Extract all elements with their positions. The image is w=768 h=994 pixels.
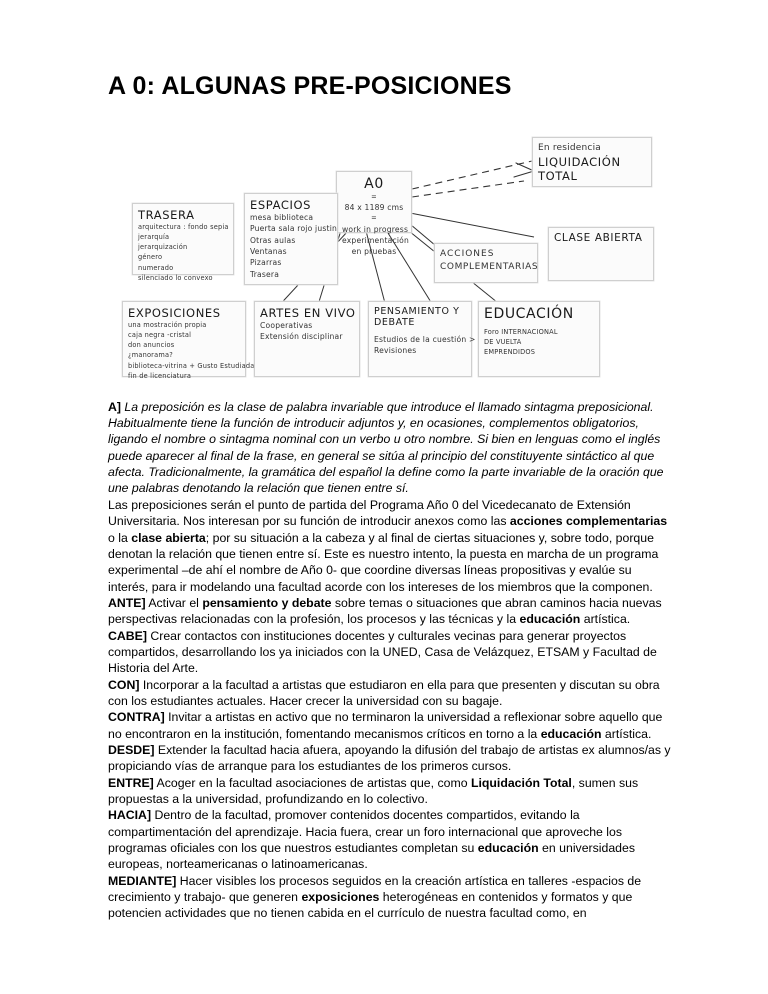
note-espacios [244, 193, 338, 285]
note-trasera-line-2: jerarquización [138, 243, 188, 252]
note-exposiciones-title: EXPOSICIONES [128, 305, 221, 320]
paragraph-ante: ANTE] Activar el pensamiento y debate sobre temas o situaciones que abran caminos hacia nuevas perspectivas relacionadas con la profesión, los procesos y las técnicas y la educación artística. [108, 595, 662, 627]
note-exposiciones-line-2: don anuncios [128, 341, 175, 350]
note-trasera-line-5: silenciado lo convexo [138, 273, 213, 282]
note-artes-line-1: Extensión disciplinar [260, 332, 343, 342]
note-trasera-line-0: arquitectura : fondo sepia [138, 222, 229, 231]
note-exposiciones-line-0: una mostración propia [128, 320, 207, 329]
note-clase-abierta [548, 227, 654, 281]
note-trasera-line-4: numerado [138, 263, 174, 272]
note-residencia-title: En residencia [538, 142, 601, 153]
note-a0-line-0: = [371, 192, 377, 201]
note-exposiciones-line-3: ¿manorama? [128, 351, 173, 360]
note-acciones-line-0: COMPLEMENTARIAS [440, 262, 539, 273]
note-exposiciones-line-1: caja negra -cristal [128, 330, 192, 339]
note-educacion-title: EDUCACIÓN [484, 305, 574, 322]
note-artes-en-vivo [254, 301, 360, 377]
document-body [108, 399, 672, 922]
note-trasera-line-1: jerarquía [138, 232, 170, 241]
note-pensamiento-line-1: Revisiones [374, 346, 417, 356]
note-residencia [532, 137, 652, 187]
paragraph-entre: ENTRE] Acoger en la facultad asociaciones de artistas que, como Liquidación Total, sumen sus propuestas a la universidad, profundizando en lo colectivo. [108, 775, 639, 806]
paragraph-hacia: HACIA] Dentro de la facultad, promover contenidos docentes compartidos, evitando la compartimentación del aprendizaje. Hacia fuera, crear un foro internacional que aproveche los programas oficiales con los que nuestros estudiantes completan su educación en universidades europeas, norteamericanas o latinoamericanas. [108, 808, 636, 872]
note-trasera-line-3: género [138, 253, 163, 262]
note-educacion-line-0: Foro INTERNACIONAL [484, 327, 558, 336]
note-residencia-line-1: TOTAL [538, 169, 578, 184]
note-educacion-line-2: EMPRENDIDOS [484, 348, 536, 357]
note-a0-title: A0 [364, 175, 384, 192]
concept-diagram [104, 115, 664, 383]
paragraph-programa: Las preposiciones serán el punto de partida del Programa Año 0 del Vicedecanato de Extensión Universitaria. Nos interesan por su función de introducir anexos como las acciones complementarias o la clase abierta; por su situación a la cabeza y al final de ciertas situaciones y, sobre todo, porque denotan la relación que tienen entre sí. Este es nuestro intento, la puesta en marcha de un programa experimental –de ahí el nombre de Año 0- que coordine diversas líneas propositivas y evalúe su interés, para ir modelando una facultad acorde con los intereses de los miembros que la componen. [108, 497, 668, 594]
note-exposiciones [122, 301, 255, 380]
paragraph-contra: CONTRA] Invitar a artistas en activo que no terminaron la universidad a reflexionar sobre aquello que no encontraron en la institución, fomentando mecanismos críticos en torno a la educación artística. [108, 710, 663, 741]
note-pensamiento-line-0: Estudios de la cuestión > [374, 334, 476, 344]
note-a0-line-4: experimentación [342, 235, 410, 245]
note-acciones-title: ACCIONES [440, 248, 495, 259]
note-pensamiento-title: PENSAMIENTO Y DEBATE [374, 305, 460, 328]
paragraph-mediante: MEDIANTE] Hacer visibles los procesos seguidos en la creación artística en talleres -espacios de crecimiento y trabajo- que generen exposiciones heterogéneas en contenidos y formatos y que potencien actividades que no tienen cabida en el currículo de nuestra facultad como, en [108, 873, 642, 921]
note-educacion [478, 301, 600, 377]
note-pensamiento-debate [368, 301, 476, 377]
note-a0-line-2: = [371, 214, 377, 223]
note-espacios-line-4: Pizarras [250, 258, 282, 268]
page-title: A 0: ALGUNAS PRE-POSICIONES [108, 72, 512, 100]
note-espacios-line-3: Ventanas [250, 246, 287, 256]
note-a0 [336, 171, 412, 257]
note-espacios-title: ESPACIOS [250, 197, 312, 212]
paragraph-a: A] La preposición es la clase de palabra invariable que introduce el llamado sintagma preposicional. Habitualmente tiene la función de introducir adjuntos y, en ocasiones, complementos obligatorios, ligando el nombre o sintagma nominal con un verbo u otro nombre. Si bien en lenguas como el inglés puede aparecer al final de la frase, en general se sitúa al principio del constituyente sintáctico al que afecta. Tradicionalmente, la gramática del español la define como la parte invariable de la oración que une palabras denotando la relación que tienen entre sí. [108, 399, 664, 496]
note-espacios-line-2: Otras aulas [250, 235, 296, 245]
note-trasera [132, 203, 234, 282]
note-a0-line-5: en pruebas [351, 247, 397, 257]
note-educacion-line-1: DE VUELTA [484, 337, 522, 346]
paragraph-desde: DESDE] Extender la facultad hacia afuera, apoyando la difusión del trabajo de artistas ex alumnos/as y propiciando vías de arranque para los estudiantes de los primeros cursos. [108, 742, 671, 774]
paragraph-cabe: CABE] Crear contactos con instituciones docentes y culturales vecinas para generar proyectos compartidos, desarrollando los ya iniciados con la UNED, Casa de Velázquez, ETSAM y Facultad de Historia del Arte. [108, 628, 657, 676]
note-a0-line-1: 84 x 1189 cms [344, 202, 404, 212]
note-exposiciones-line-5: fin de licenciatura [128, 371, 192, 380]
note-clase-abierta-title: CLASE ABIERTA [554, 231, 643, 244]
note-espacios-line-0: mesa biblioteca [250, 212, 314, 222]
note-a0-line-3: work in progress [342, 224, 409, 234]
note-exposiciones-line-4: biblioteca-vitrina + Gusto Estudiada [128, 361, 255, 370]
note-acciones-complementarias [434, 243, 538, 283]
paragraph-con: CON] Incorporar a la facultad a artistas que estudiaron en ella para que presenten y discutan su obra con los estudiantes actuales. Hacer crecer la universidad con su bagaje. [108, 677, 660, 708]
note-residencia-line-0: LIQUIDACIÓN [538, 155, 621, 170]
note-artes-line-0: Cooperativas [260, 320, 313, 330]
note-espacios-line-5: Trasera [250, 269, 280, 279]
note-trasera-title: TRASERA [138, 207, 195, 222]
note-espacios-line-1: Puerta sala rojo justin [250, 224, 338, 234]
note-artes-title: ARTES EN VIVO [260, 305, 356, 320]
